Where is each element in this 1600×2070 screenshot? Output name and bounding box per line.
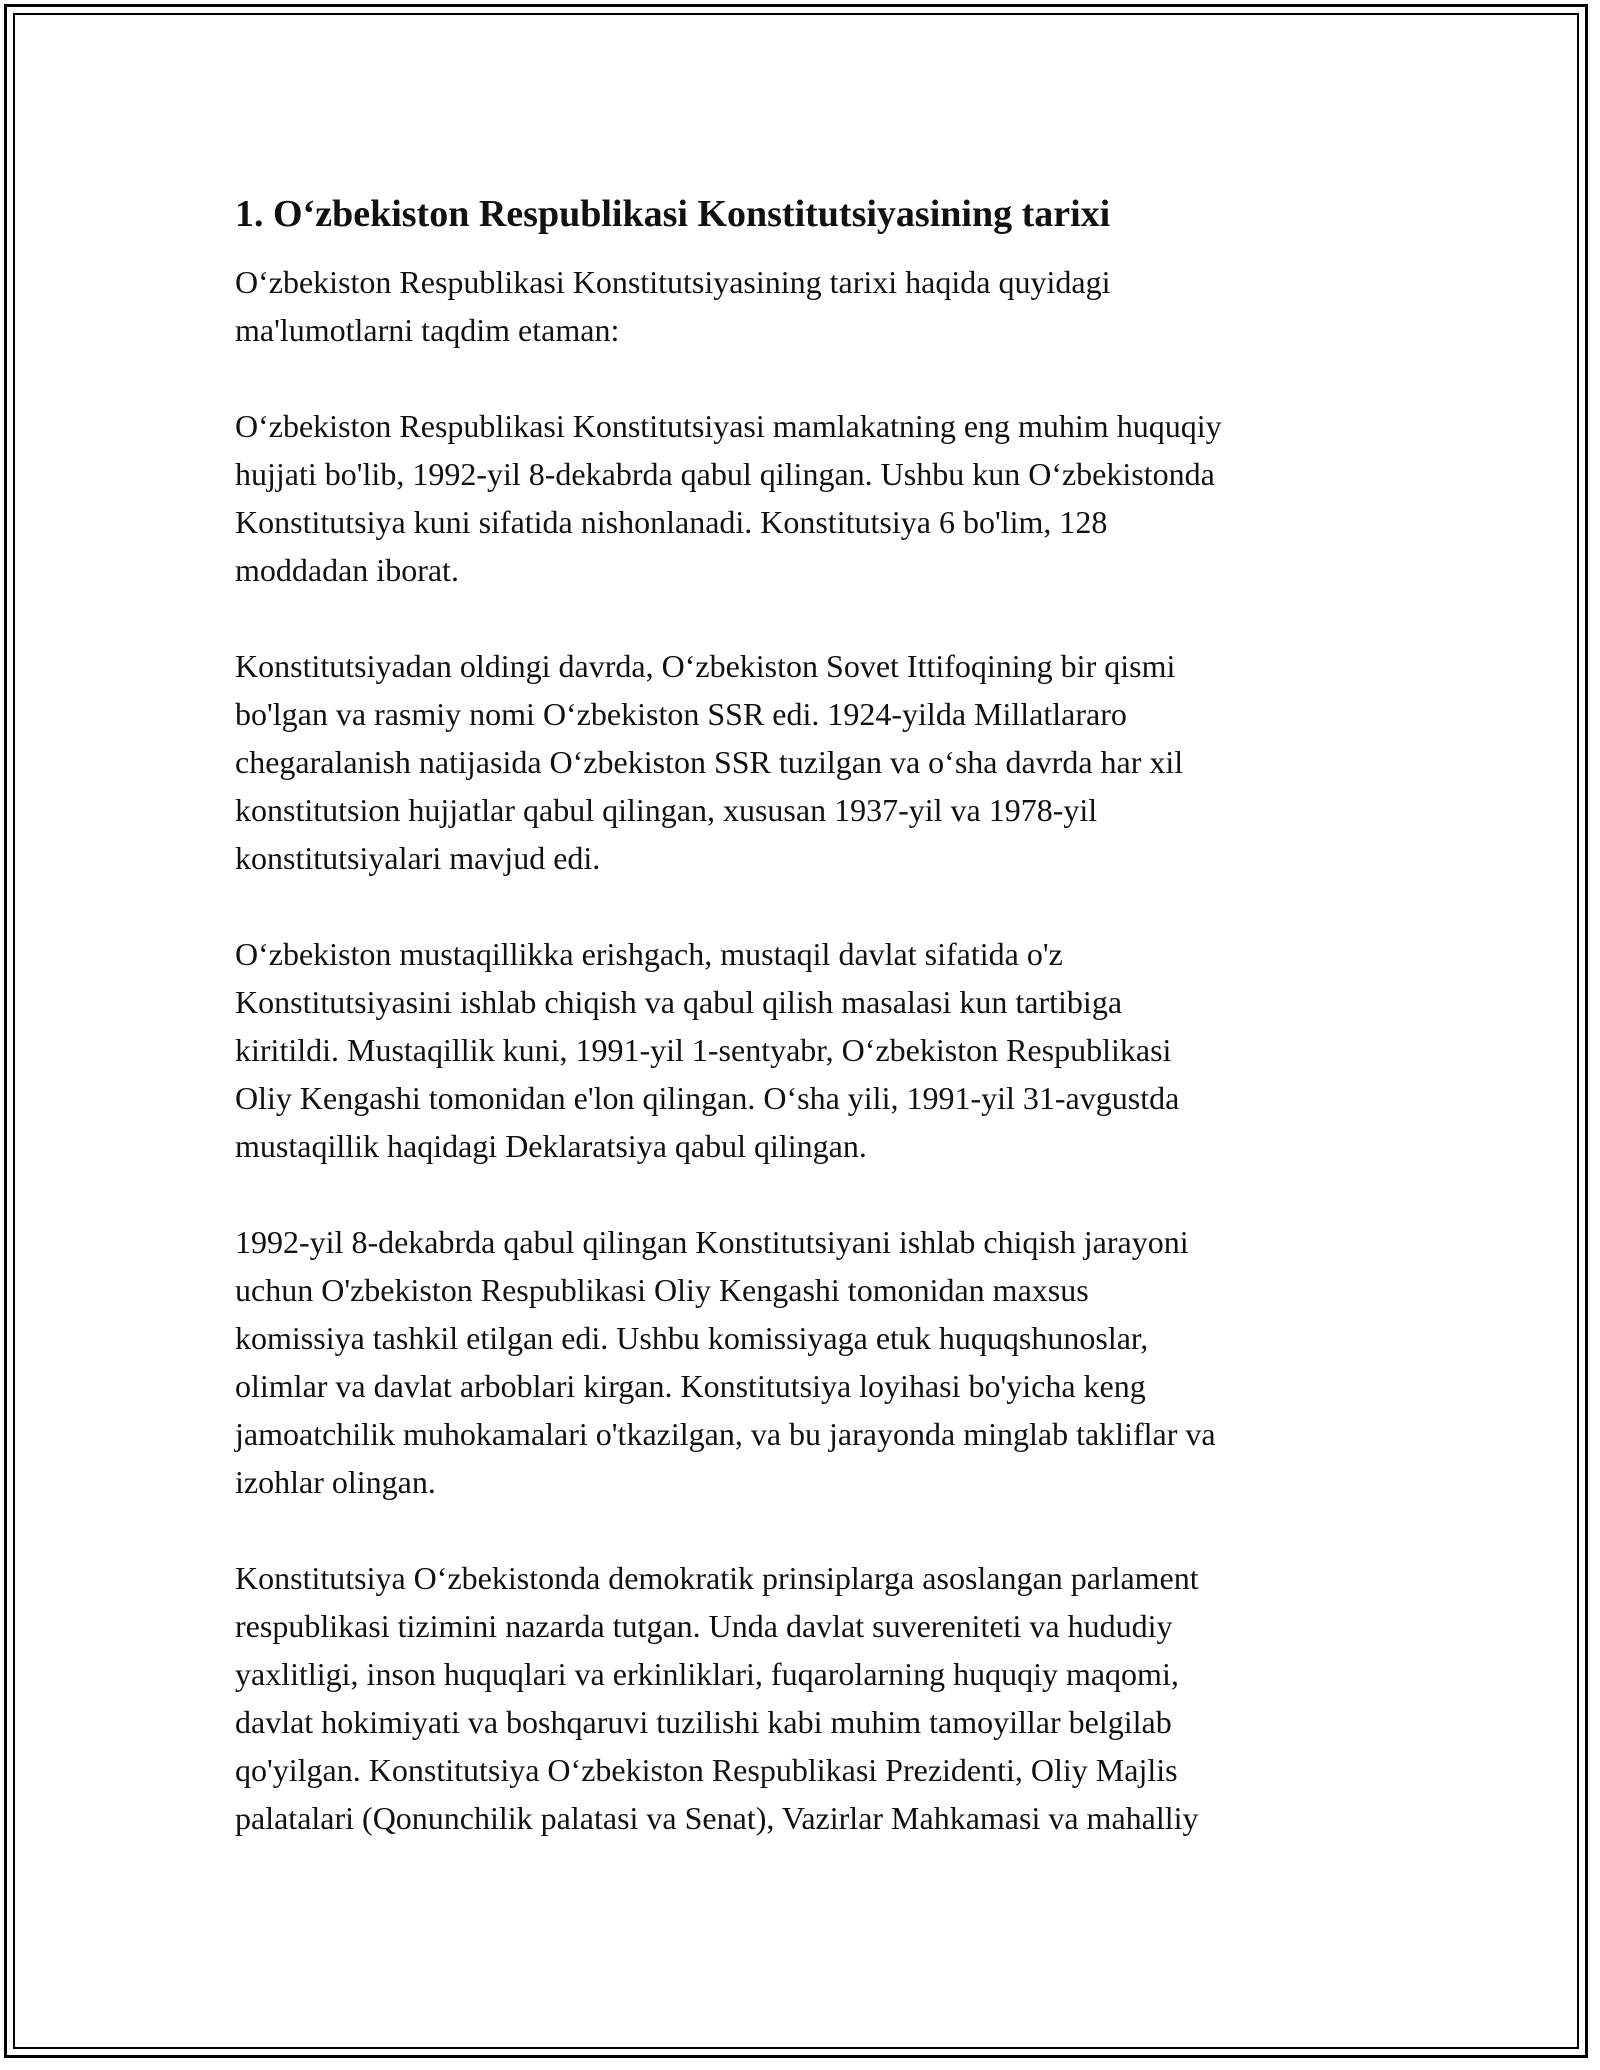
paragraph-principles: Konstitutsiya O‘zbekistonda demokratik prinsiplarga asoslangan parlament respublikasi tizimini nazarda tutgan. Unda davlat suvereniteti va hududiy yaxlitligi, inson huquqlari va erkinliklari, fuqarolarning huquqiy maqomi, davlat hokimiyati va boshqaruvi tuzilishi kabi muhim tamoyillar belgilab qo'yilgan. Konstitutsiya O‘zbekiston Respublikasi Prezidenti, Oliy Majlis palatalari (Qonunchilik palatasi va Senat), Vazirlar Mahkamasi va mahalliy xyxy=(235,1560,1199,1836)
document-body xyxy=(235,190,1375,1890)
paragraph-drafting-process: 1992-yil 8-dekabrda qabul qilingan Konstitutsiyani ishlab chiqish jarayoni uchun O'zbekiston Respublikasi Oliy Kengashi tomonidan maxsus komissiya tashkil etilgan edi. Ushbu komissiyaga etuk huquqshunoslar, olimlar va davlat arboblari kirgan. Konstitutsiya loyihasi bo'yicha keng jamoatchilik muhokamalari o'tkazilgan, va bu jarayonda minglab takliflar va izohlar olingan. xyxy=(235,1224,1216,1500)
paragraph-constitution-adoption: O‘zbekiston Respublikasi Konstitutsiyasi mamlakatning eng muhim huquqiy hujjati bo'lib, 1992-yil 8-dekabrda qabul qilingan. Ushbu kun O‘zbekistonda Konstitutsiya kuni sifatida nishonlanadi. Konstitutsiya 6 bo'lim, 128 moddadan iborat. xyxy=(235,408,1222,588)
paragraph-soviet-period: Konstitutsiyadan oldingi davrda, O‘zbekiston Sovet Ittifoqining bir qismi bo'lgan va rasmiy nomi O‘zbekiston SSR edi. 1924-yilda Millatlararo chegaralanish natijasida O‘zbekiston SSR tuzilgan va o‘sha davrda har xil konstitutsion hujjatlar qabul qilingan, xususan 1937-yil va 1978-yil konstitutsiyalari mavjud edi. xyxy=(235,648,1184,876)
section-heading: 1. O‘zbekiston Respublikasi Konstitutsiyasining tarixi xyxy=(235,193,1111,235)
paragraph-intro: O‘zbekiston Respublikasi Konstitutsiyasining tarixi haqida quyidagi ma'lumotlarni taqdim etaman: xyxy=(235,264,1111,348)
paragraph-independence: O‘zbekiston mustaqillikka erishgach, mustaqil davlat sifatida o'z Konstitutsiyasini ishlab chiqish va qabul qilish masalasi kun tartibiga kiritildi. Mustaqillik kuni, 1991-yil 1-sentyabr, O‘zbekiston Respublikasi Oliy Kengashi tomonidan e'lon qilingan. O‘sha yili, 1991-yil 31-avgustda mustaqillik haqidagi Deklaratsiya qabul qilingan. xyxy=(235,936,1180,1164)
